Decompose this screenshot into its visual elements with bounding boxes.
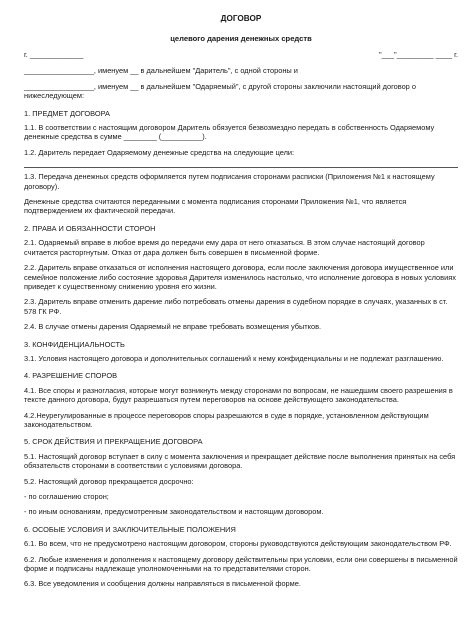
date-field: "___"_________ ____ г.	[379, 50, 458, 59]
clause-1-2: 1.2. Даритель передает Одаряемому денежные средства на следующие цели:	[24, 147, 295, 157]
section-heading-5: 5. СРОК ДЕЙСТВИЯ И ПРЕКРАЩЕНИЕ ДОГОВОРА	[24, 437, 203, 447]
clause-6-1: 6.1. Во всем, что не предусмотрено настоящим договором, стороны руководствуются действующим законодательством РФ.	[24, 539, 452, 549]
clause-4-2: 4.2.Неурегулированные в процессе переговоров споры разрешаются в суде в порядке, установленном действующим законодательством.	[24, 410, 429, 429]
document-title: ДОГОВОР	[220, 14, 262, 23]
clause-4-1: 4.1. Все споры и разногласия, которые могут возникнуть между сторонами по вопросам, не нашедшим своего разрешения в тексте данного договора, будут разрешаться путем переговоров на основе действующего законодательства.	[24, 385, 453, 405]
city-field: г. _____________	[24, 50, 84, 59]
section-heading-1: 1. ПРЕДМЕТ ДОГОВОРА	[24, 108, 110, 118]
clause-5-1: 5.1. Настоящий договор вступает в силу с момента заключения и прекращает действие после выполнения принятых на себя обязательств сторонами в соответствии с условиями договора.	[24, 451, 456, 471]
clause-5-2-item-b: - по иным основаниям, предусмотренным законодательством и настоящим договором.	[24, 507, 324, 517]
section-heading-4: 4. РАЗРЕШЕНИЕ СПОРОВ	[24, 371, 117, 381]
place-date-row	[24, 50, 458, 59]
clause-5-2-item-a: - по соглашению сторон;	[24, 492, 109, 501]
clause-1-3-note: Денежные средства считаются переданными с момента подписания сторонами Приложения №1, что является подтверждением их фактической передачи.	[24, 197, 407, 216]
clause-2-3: 2.3. Даритель вправе отменить дарение либо потребовать отмены дарения в судебном порядке в случаях, указанных в ст. 578 ГК РФ.	[24, 297, 448, 316]
section-heading-3: 3. КОНФИДЕНЦИАЛЬНОСТЬ	[24, 339, 125, 349]
party-donor: _________________, именуем __ в дальнейшем "Даритель", с одной стороны и	[24, 66, 298, 76]
clause-2-4: 2.4. В случае отмены дарения Одаряемый не вправе требовать возмещения убытков.	[24, 322, 322, 332]
clause-3-1: 3.1. Условия настоящего договора и дополнительных соглашений к нему конфиденциальны и не подлежат разглашению.	[24, 353, 444, 363]
section-heading-6: 6. ОСОБЫЕ УСЛОВИЯ И ЗАКЛЮЧИТЕЛЬНЫЕ ПОЛОЖЕНИЯ	[24, 524, 236, 534]
purpose-blank-line	[24, 160, 458, 168]
clause-1-1: 1.1. В соответствии с настоящим договором Даритель обязуется безвозмездно передать в собственность Одаряемому денежные средства в сумме ________ (__________).	[24, 123, 435, 142]
clause-2-2: 2.2. Даритель вправе отказаться от исполнения настоящего договора, если после заключения договора имущественное или семейное положение либо состояние здоровья Дарителя изменилось настолько, что исполнение договора в новых условиях приведет к существенному снижению уровня его жизни.	[24, 263, 456, 291]
clause-1-3: 1.3. Передача денежных средств оформляется путем подписания сторонами расписки (Приложения №1 к настоящему договору).	[24, 172, 435, 191]
clause-6-2: 6.2. Любые изменения и дополнения к настоящему договору действительны при условии, если они совершены в письменной форме и подписаны надлежаще уполномоченными на то представителями сторон.	[24, 554, 458, 574]
document-subtitle: целевого дарения денежных средств	[170, 34, 312, 43]
clause-5-2: 5.2. Настоящий договор прекращается досрочно:	[24, 476, 194, 486]
party-recipient: _________________, именуем __ в дальнейшем "Одаряемый", с другой стороны заключили настоящий договор о нижеследующем:	[24, 81, 416, 101]
section-heading-2: 2. ПРАВА И ОБЯЗАННОСТИ СТОРОН	[24, 223, 156, 233]
clause-2-1: 2.1. Одаряемый вправе в любое время до передачи ему дара от него отказаться. В этом случае настоящий договор считается расторгнутым. Отказ от дара должен быть совершен в письменной форме.	[24, 238, 425, 257]
clause-6-3: 6.3. Все уведомления и сообщения должны направляться в письменной форме.	[24, 579, 301, 589]
